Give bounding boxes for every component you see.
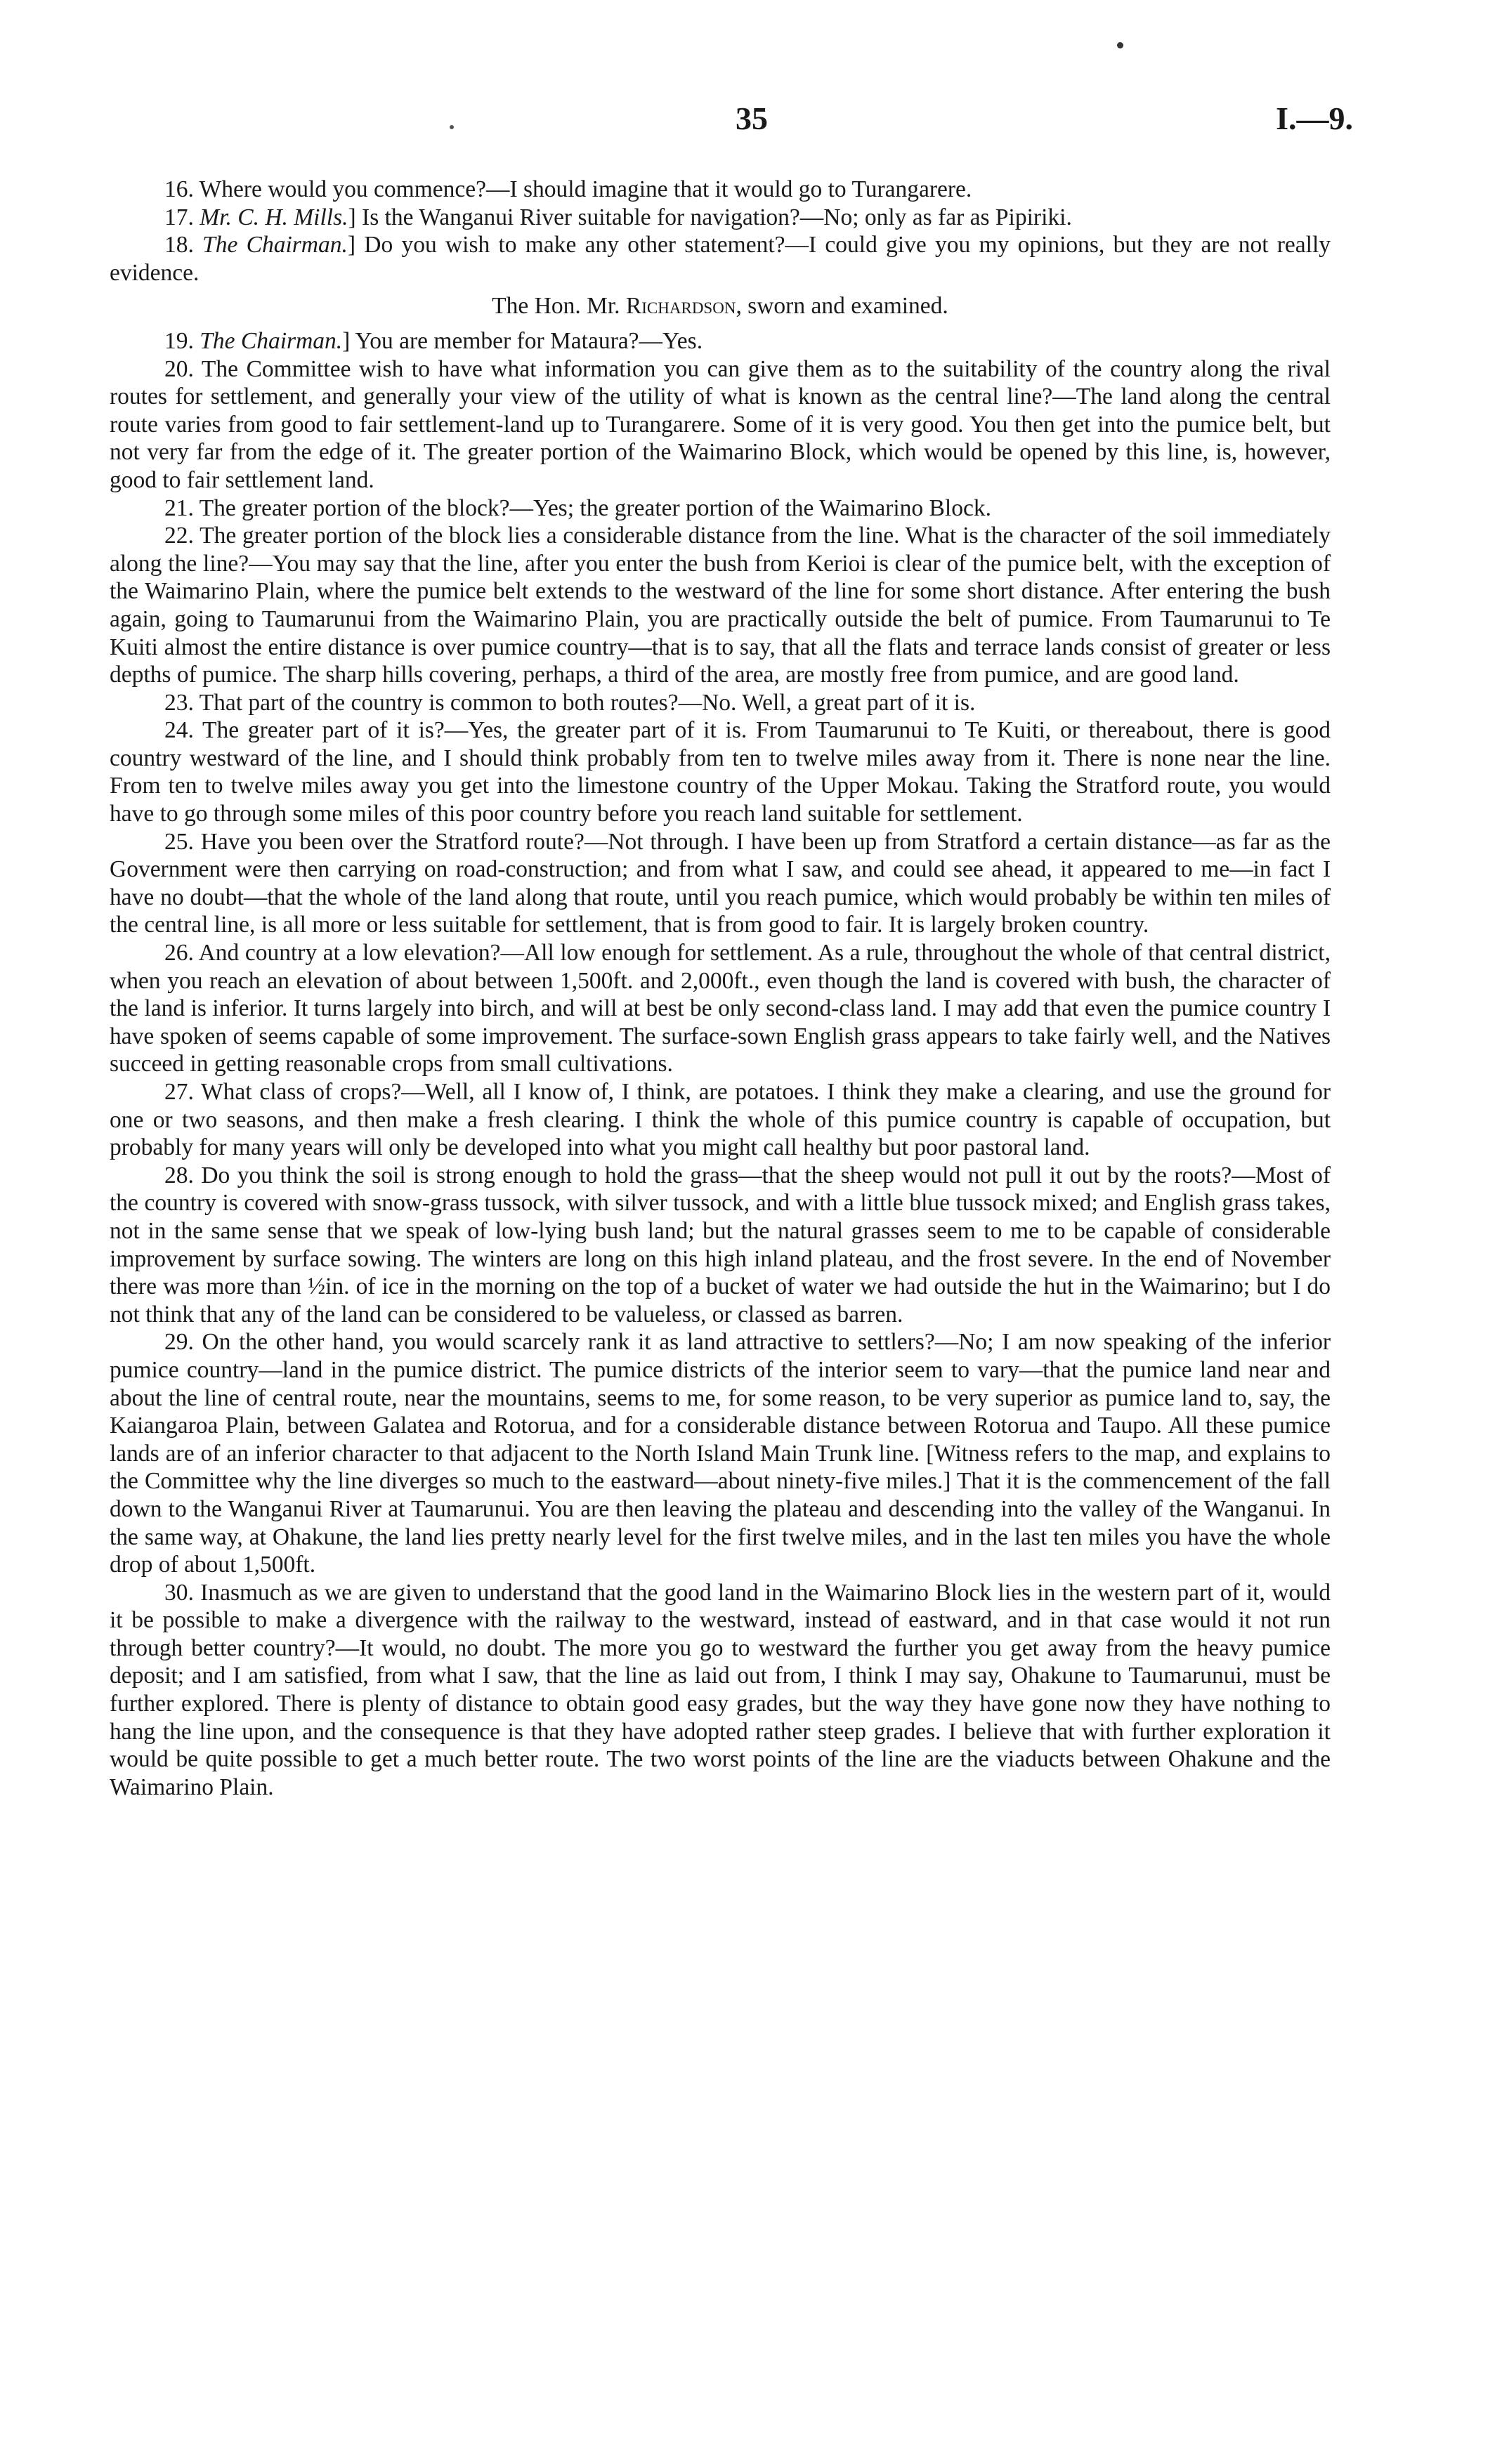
question-19: 19. The Chairman.] You are member for Mataura?—Yes.	[164, 327, 703, 354]
question-17: 17. Mr. C. H. Mills.] Is the Wanganui River suitable for navigation?—No; only as far as Pipiriki.	[164, 204, 1072, 230]
ink-speck	[1117, 42, 1123, 48]
page-number: 35	[736, 100, 768, 136]
question-22: 22. The greater portion of the block lies a considerable distance from the line. What is the character of the soil immediately along the line?—You may say that the line, after you enter the bush from Kerioi is clear of the pumice belt, with the exception of the Waimarino Plain, where the pumice belt extends to the westward of the line for some short distance. After entering the bush again, going to Taumarunui from the Waimarino Plain, you are practically outside the belt of pumice. From Taumarunui to Te Kuiti almost the entire distance is over pumice country—that is to say, that all the flats and terrace lands consist of greater or less depths of pumice. The sharp hills covering, perhaps, a third of the area, are mostly free from pumice, and are good land.	[110, 523, 1331, 688]
speaker: The Chairman.	[200, 327, 343, 354]
evidence-text	[110, 176, 1331, 1801]
question-16: 16. Where would you commence?—I should imagine that it would go to Turangarere.	[164, 176, 972, 202]
speaker: Mr. C. H. Mills.	[200, 204, 348, 230]
question-25: 25. Have you been over the Stratford route?—Not through. I have been up from Stratford a certain distance—as far as the Government were then carrying on road-construction; and from what I saw, and could see ahead, it appeared to me—in fact I have no doubt—that the whole of the land along that route, until you reach pumice, which would probably be within ten miles of the central line, is all more or less suitable for settlement, that is from good to fair. It is largely broken country.	[110, 828, 1331, 938]
question-24: 24. The greater part of it is?—Yes, the greater part of it is. From Taumarunui to Te Kuiti, or thereabout, there is good country westward of the line, and I should think probably from ten to twelve miles away from it. There is none near the line. From ten to twelve miles away you get into the limestone country of the Upper Mokau. Taking the Stratford route, you would have to go through some miles of this poor country before you reach land suitable for settlement.	[110, 717, 1331, 827]
question-28: 28. Do you think the soil is strong enough to hold the grass—that the sheep would not pull it out by the roots?—Most of the country is covered with snow-grass tussock, with silver tussock, and with a little blue tussock mixed; and English grass takes, not in the same sense that we speak of low-lying bush land; but the natural grasses seem to me to be capable of considerable improvement by surface sowing. The winters are long on this high inland plateau, and the frost severe. In the end of November there was more than ½in. of ice in the morning on the top of a bucket of water we had outside the hut in the Waimarino; but I do not think that any of the land can be considered to be valueless, or classed as barren.	[110, 1162, 1331, 1328]
paper-reference: I.—9.	[1276, 100, 1353, 136]
question-29: 29. On the other hand, you would scarcely rank it as land attractive to settlers?—No; I am now speaking of the inferior pumice country—land in the pumice district. The pumice districts of the interior seem to vary—that the pumice land near and about the line of central route, near the mountains, seems to me, for some reason, to be very superior as pumice land to, say, the Kaiangaroa Plain, between Galatea and Rotorua, and for a considerable distance between Rotorua and Taupo. All these pumice lands are of an inferior character to that adjacent to the North Island Main Trunk line. [Witness refers to the map, and explains to the Committee why the line diverges so much to the eastward—about ninety-five miles.] That it is the commencement of the fall down to the Wanganui River at Taumarunui. You are then leaving the plateau and descending into the valley of the Wanganui. In the same way, at Ohakune, the land lies pretty nearly level for the first twelve miles, and in the last ten miles you have the whole drop of about 1,500ft.	[110, 1329, 1331, 1578]
question-26: 26. And country at a low elevation?—All low enough for settlement. As a rule, throughout the whole of that central district, when you reach an elevation of about between 1,500ft. and 2,000ft., even though the land is covered with bush, the character of the land is inferior. It turns largely into birch, and will at best be only second-class land. I may add that even the pumice country I have spoken of seems capable of some improvement. The surface-sown English grass appears to take fairly well, and the Natives succeed in getting reasonable crops from small cultivations.	[110, 940, 1331, 1077]
question-20: 20. The Committee wish to have what information you can give them as to the suitability of the country along the rival routes for settlement, and generally your view of the utility of what is known as the central line?—The land along the central route varies from good to fair settlement-land up to Turangarere. Some of it is very good. You then get into the pumice belt, but not very far from the edge of it. The greater portion of the Waimarino Block, which would be opened by this line, is, however, good to fair settlement land.	[110, 355, 1331, 493]
question-23: 23. That part of the country is common to both routes?—No. Well, a great part of it is.	[164, 689, 976, 716]
speaker: The Chairman.	[202, 232, 348, 258]
question-21: 21. The greater portion of the block?—Yes; the greater portion of the Waimarino Block.	[164, 494, 991, 521]
witness-heading: The Hon. Mr. Richardson, sworn and examined.	[492, 293, 948, 320]
ink-speck	[450, 125, 454, 129]
question-30: 30. Inasmuch as we are given to understand that the good land in the Waimarino Block lies in the western part of it, would it be possible to make a divergence with the railway to the westward, instead of eastward, and in that case would it not run through better country?—It would, no doubt. The more you go to westward the further you get away from the heavy pumice deposit; and I am satisfied, from what I saw, that the line as laid out from, I think I may say, Ohakune to Taumarunui, must be further explored. There is plenty of distance to obtain good easy grades, but the way they have gone now they have nothing to hang the line upon, and the consequence is that they have adopted rather steep grades. I believe that with further exploration it would be quite possible to get a much better route. The two worst points of the line are the viaducts between Ohakune and the Waimarino Plain.	[110, 1579, 1331, 1800]
question-18: 18. The Chairman.] Do you wish to make any other statement?—I could give you my opinions, but they are not really evidence.	[110, 232, 1331, 286]
question-27: 27. What class of crops?—Well, all I know of, I think, are potatoes. I think they make a clearing, and use the ground for one or two seasons, and then make a fresh clearing. I think the whole of this pumice country is capable of occupation, but probably for many years will only be developed into what you might call healthy but poor pastoral land.	[110, 1079, 1331, 1161]
witness-name: Richardson	[625, 293, 736, 320]
